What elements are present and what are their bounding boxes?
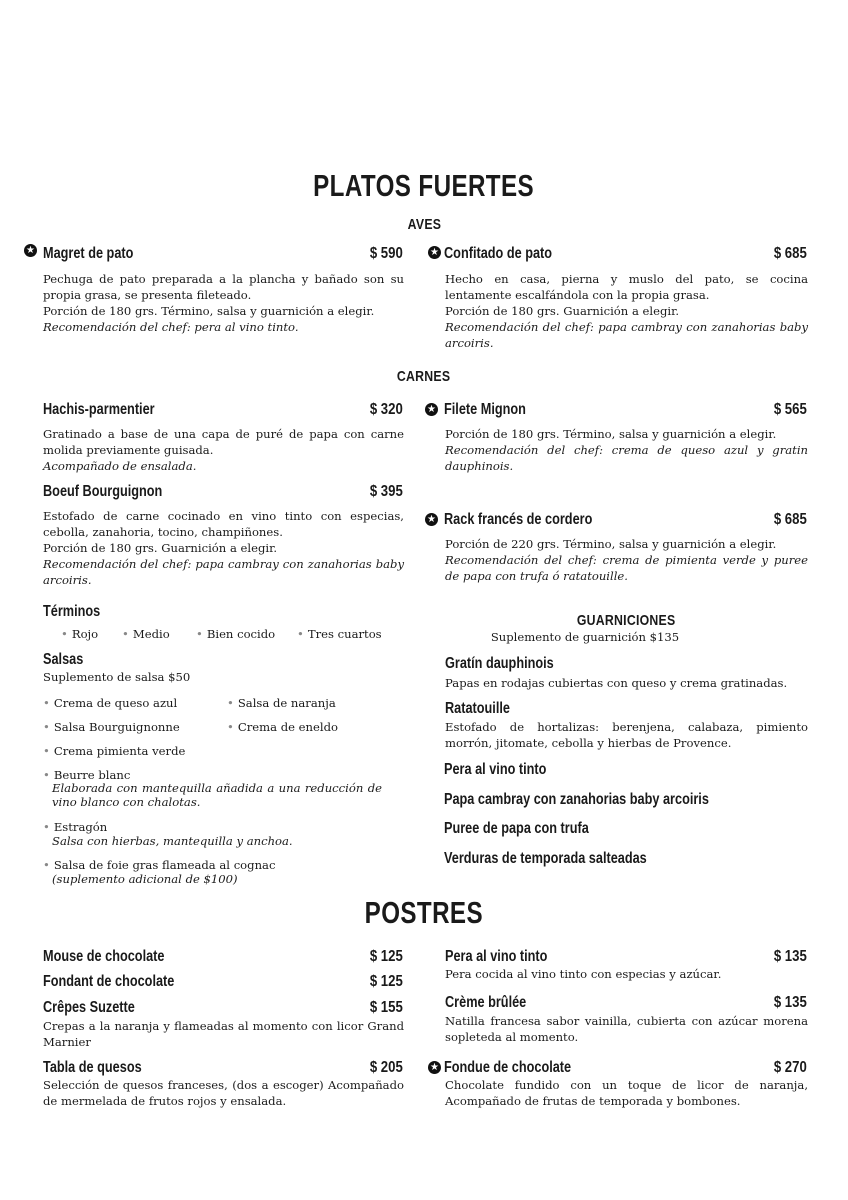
dessert-price: $ 135 [774, 948, 807, 965]
side-name: Pera al vino tinto [444, 761, 547, 778]
chef-star-icon [24, 244, 37, 257]
chef-star-icon [428, 246, 441, 259]
salsas-note: Suplemento de salsa $50 [43, 670, 191, 684]
chef-star-icon [425, 513, 438, 526]
salsa-description: Salsa con hierbas, mantequilla y anchoa. [52, 834, 293, 848]
section-carnes-wrap [0, 366, 848, 385]
dish-price: $ 685 [774, 245, 807, 262]
dish-name: Confitado de pato [444, 245, 553, 262]
page-title: PLATOS FUERTES [313, 168, 535, 203]
dish-name: Hachis-parmentier [43, 401, 155, 418]
dessert-description: Natilla francesa sabor vainilla, cubierta con azúcar morena sopleteda al momento. [445, 1014, 808, 1044]
dessert-name: Mouse de chocolate [43, 948, 165, 965]
termino-option: • Bien cocido [196, 627, 276, 641]
dessert-price: $ 125 [370, 948, 403, 965]
chef-star-icon [425, 403, 438, 416]
dessert-price: $ 155 [370, 999, 403, 1016]
side-description: Papas en rodajas cubiertas con queso y crema gratinadas. [445, 676, 788, 690]
dish-description [445, 271, 808, 351]
terminos-heading: Términos [43, 603, 101, 620]
dessert-price: $ 205 [370, 1059, 403, 1076]
postres-heading: POSTRES [364, 895, 484, 930]
desc-line: Porción de 180 grs. Guarnición a elegir. [445, 304, 680, 318]
salsa-description: Elaborada con mantequilla añadida a una reducción de vino blanco con chalotas. [52, 781, 382, 809]
side-name: Gratín dauphinois [445, 655, 554, 672]
dish-name: Filete Mignon [444, 401, 526, 418]
termino-option: • Rojo [61, 627, 99, 641]
salsa-item: • Estragón [43, 820, 108, 834]
dish-price: $ 565 [774, 401, 807, 418]
dish-name: Rack francés de cordero [444, 511, 593, 528]
dish-price: $ 395 [370, 483, 403, 500]
side-name: Verduras de temporada salteadas [444, 850, 647, 867]
dish-price: $ 320 [370, 401, 403, 418]
salsa-item: • Crema de queso azul [43, 696, 178, 710]
salsa-item: • Salsa de foie gras flameada al cognac [43, 858, 276, 872]
desc-line: Gratinado a base de una capa de puré de papa con carne molida previamente guisada. [43, 427, 404, 457]
dessert-name: Crème brûlée [445, 994, 527, 1011]
dessert-name: Fondue de chocolate [444, 1059, 572, 1076]
dish-description [43, 508, 404, 588]
dessert-price: $ 270 [774, 1059, 807, 1076]
dessert-description: Crepas a la naranja y flameadas al momento con licor Grand Marnier [43, 1019, 404, 1049]
chef-recommendation: Recomendación del chef: papa cambray con zanahorias baby arcoiris. [445, 320, 808, 350]
termino-option: • Medio [122, 627, 170, 641]
side-name: Ratatouille [445, 700, 510, 717]
salsa-item: • Beurre blanc [43, 768, 131, 782]
side-name: Papa cambray con zanahorias baby arcoiris [444, 791, 709, 808]
dish-description [43, 426, 404, 474]
dessert-name: Fondant de chocolate [43, 973, 175, 990]
dish-description [445, 426, 808, 474]
chef-recommendation: Recomendación del chef: pera al vino tinto. [43, 320, 299, 334]
dish-name: Boeuf Bourguignon [43, 483, 163, 500]
side-name: Puree de papa con trufa [444, 820, 589, 837]
guarniciones-note: Suplemento de guarnición $135 [490, 630, 680, 644]
chef-recommendation: Recomendación del chef: crema de queso azul y gratin dauphinois. [445, 443, 808, 473]
section-carnes-heading: CARNES [397, 368, 451, 385]
page-title-wrap [0, 168, 848, 204]
salsa-item: • Crema de eneldo [227, 720, 338, 734]
dessert-price: $ 135 [774, 994, 807, 1011]
chef-recommendation: Recomendación del chef: crema de pimienta verde y puree de papa con trufa ó ratatouille. [445, 553, 808, 583]
salsa-item: • Crema pimienta verde [43, 744, 186, 758]
dish-price: $ 590 [370, 245, 403, 262]
guarniciones-heading: GUARNICIONES [577, 612, 676, 629]
dish-price: $ 685 [774, 511, 807, 528]
salsas-heading: Salsas [43, 651, 84, 668]
dish-description [445, 536, 808, 584]
salsa-item: • Salsa Bourguignonne [43, 720, 180, 734]
dish-name: Magret de pato [43, 245, 134, 262]
desc-line: Porción de 180 grs. Guarnición a elegir. [43, 541, 278, 555]
desc-line: Estofado de carne cocinado en vino tinto con especias, cebolla, zanahoria, tocino, champiñones. [43, 509, 404, 539]
side-description: Estofado de hortalizas: berenjena, calabaza, pimiento morrón, jitomate, cebolla y hierbas de Provence. [445, 720, 808, 750]
desc-line: Porción de 220 grs. Término, salsa y guarnición a elegir. [445, 537, 777, 551]
desc-line: Hecho en casa, pierna y muslo del pato, se cocina lentamente escalfándola con la propia grasa. [445, 272, 808, 302]
termino-option: • Tres cuartos [297, 627, 382, 641]
dessert-name: Crêpes Suzette [43, 999, 135, 1016]
guarniciones-heading-wrap [445, 610, 808, 629]
chef-star-icon [428, 1061, 441, 1074]
dish-description [43, 271, 404, 335]
dessert-description: Pera cocida al vino tinto con especias y azúcar. [445, 967, 722, 981]
salsa-description: (suplemento adicional de $100) [52, 872, 238, 886]
dessert-name: Pera al vino tinto [445, 948, 548, 965]
salsa-item: • Salsa de naranja [227, 696, 336, 710]
section-aves-heading: AVES [407, 216, 441, 233]
dessert-price: $ 125 [370, 973, 403, 990]
dessert-description: Chocolate fundido con un toque de licor de naranja, Acompañado de frutas de temporada y bombones. [445, 1078, 808, 1108]
desc-line: Porción de 180 grs. Término, salsa y guarnición a elegir. [43, 304, 375, 318]
postres-heading-wrap [0, 895, 848, 931]
desc-line: Porción de 180 grs. Término, salsa y guarnición a elegir. [445, 427, 777, 441]
desc-line: Pechuga de pato preparada a la plancha y bañado son su propia grasa, se presenta fileteado. [43, 272, 404, 302]
chef-recommendation: Recomendación del chef: papa cambray con zanahorias baby arcoiris. [43, 557, 404, 587]
dessert-name: Tabla de quesos [43, 1059, 142, 1076]
dessert-description: Selección de quesos franceses, (dos a escoger) Acompañado de mermelada de frutos rojos y ensalada. [43, 1078, 404, 1108]
section-aves-wrap [0, 214, 848, 233]
chef-recommendation: Acompañado de ensalada. [43, 459, 197, 473]
